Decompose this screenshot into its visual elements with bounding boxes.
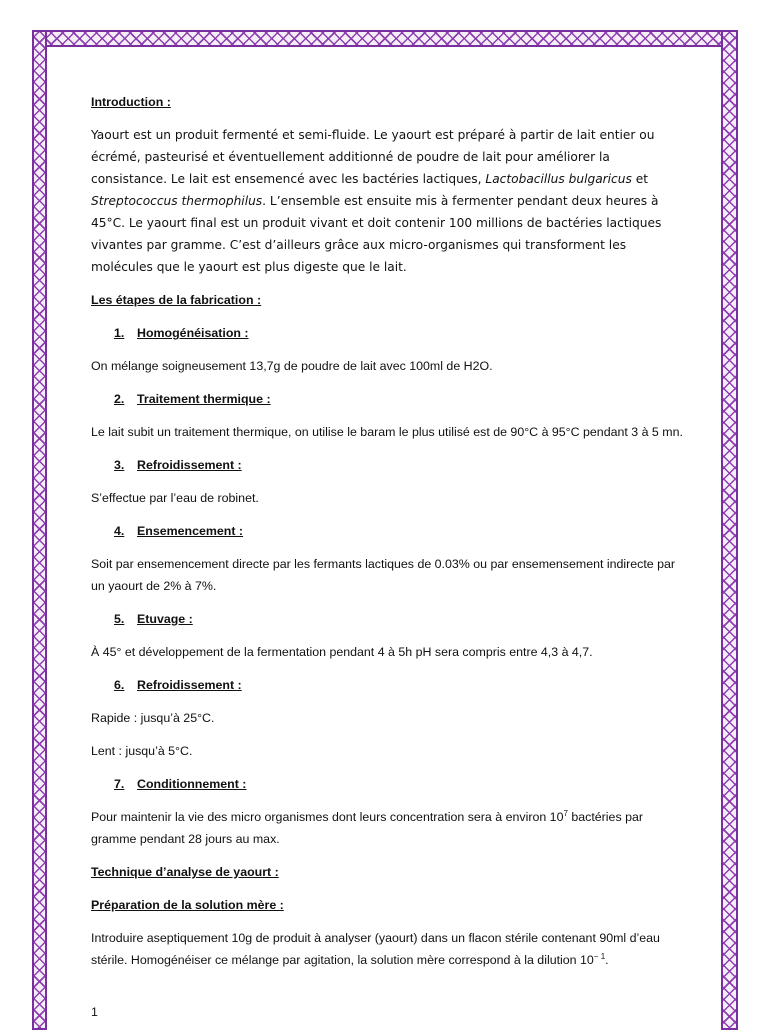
step-label: Etuvage : bbox=[137, 612, 193, 626]
step-7-heading bbox=[114, 773, 683, 795]
step-4-heading bbox=[114, 520, 683, 542]
step-label: Conditionnement : bbox=[137, 777, 247, 791]
step-6-heading bbox=[114, 674, 683, 696]
step-number: 2. bbox=[114, 392, 125, 406]
step-number: 3. bbox=[114, 458, 125, 472]
solution-mere-heading: Préparation de la solution mère : bbox=[91, 898, 284, 912]
step-1-heading bbox=[114, 322, 683, 344]
intro-conjunction: et bbox=[635, 172, 648, 186]
step-2-text: Le lait subit un traitement thermique, on utilise le baram le plus utilisé est de 90°C à 95°C pendant 3 à 5 mn. bbox=[91, 425, 683, 439]
step-number: 5. bbox=[114, 612, 125, 626]
step-3-heading bbox=[114, 454, 683, 476]
intro-text-2: . L’ensemble est ensuite mis à fermenter pendant deux heures à 45°C. Le yaourt final est un produit vivant et doit contenir 100 millions de bactéries lactiques vivantes par gramme. C’est d’ailleurs grâce aux micro-organismes qui transforment les molécules que le yaourt est plus digeste que le lait. bbox=[91, 194, 662, 274]
step-7-text-a: Pour maintenir la vie des micro organismes dont leurs concentration sera à environ 10 bbox=[91, 810, 564, 824]
step-label: Ensemencement : bbox=[137, 524, 244, 538]
step-number: 1. bbox=[114, 326, 125, 340]
solution-mere-text-a: Introduire aseptiquement 10g de produit à analyser (yaourt) dans un flacon stérile contenant 90ml d’eau stérile. Homogénéiser ce mélange par agitation, la solution mère correspond à la dilution 10 bbox=[91, 931, 660, 967]
solution-mere-text-b: . bbox=[605, 953, 609, 967]
step-1-text: On mélange soigneusement 13,7g de poudre de lait avec 100ml de H2O. bbox=[91, 359, 493, 373]
solution-mere-text bbox=[91, 927, 683, 971]
step-5-text: À 45° et développement de la fermentation pendant 4 à 5h pH sera compris entre 4,3 à 4,7. bbox=[91, 645, 593, 659]
decorative-border-left bbox=[32, 30, 47, 1030]
step-7-text bbox=[91, 806, 683, 850]
intro-text-1: Yaourt est un produit fermenté et semi-fluide. Le yaourt est préparé à partir de lait entier ou écrémé, pasteurisé et éventuellement additionné de poudre de lait pour améliorer la consistance. Le lait est ensemencé avec les bactéries lactiques, bbox=[91, 128, 655, 186]
step-3-text: S’effectue par l’eau de robinet. bbox=[91, 491, 259, 505]
fabrication-heading: Les étapes de la fabrication : bbox=[91, 293, 262, 307]
step-label: Homogénéisation : bbox=[137, 326, 249, 340]
analyse-heading: Technique d’analyse de yaourt : bbox=[91, 865, 279, 879]
step-label: Refroidissement : bbox=[137, 458, 242, 472]
decorative-border-top bbox=[32, 30, 738, 47]
step-2-heading bbox=[114, 388, 683, 410]
document-body bbox=[91, 91, 683, 982]
step-4-text: Soit par ensemencement directe par les fermants lactiques de 0.03% ou par ensemensement indirecte par un yaourt de 2% à 7%. bbox=[91, 557, 676, 593]
step-number: 4. bbox=[114, 524, 125, 538]
page-number: 1 bbox=[91, 1005, 98, 1019]
step-label: Traitement thermique : bbox=[137, 392, 271, 406]
species-lactobacillus: Lactobacillus bulgaricus bbox=[485, 172, 632, 186]
step-5-heading bbox=[114, 608, 683, 630]
decorative-border-right bbox=[721, 30, 738, 1030]
exponent: 7 bbox=[563, 808, 568, 818]
step-label: Refroidissement : bbox=[137, 678, 242, 692]
exponent: − 1 bbox=[593, 951, 606, 961]
step-number: 6. bbox=[114, 678, 125, 692]
intro-heading: Introduction : bbox=[91, 95, 171, 109]
step-6-text-lent: Lent : jusqu’à 5°C. bbox=[91, 744, 193, 758]
intro-paragraph bbox=[91, 124, 683, 278]
step-6-text-rapide: Rapide : jusqu’à 25°C. bbox=[91, 711, 215, 725]
step-7-text-b: bactéries par gramme pendant 28 jours au max. bbox=[91, 810, 643, 846]
step-number: 7. bbox=[114, 777, 125, 791]
species-streptococcus: Streptococcus thermophilus bbox=[91, 194, 263, 208]
